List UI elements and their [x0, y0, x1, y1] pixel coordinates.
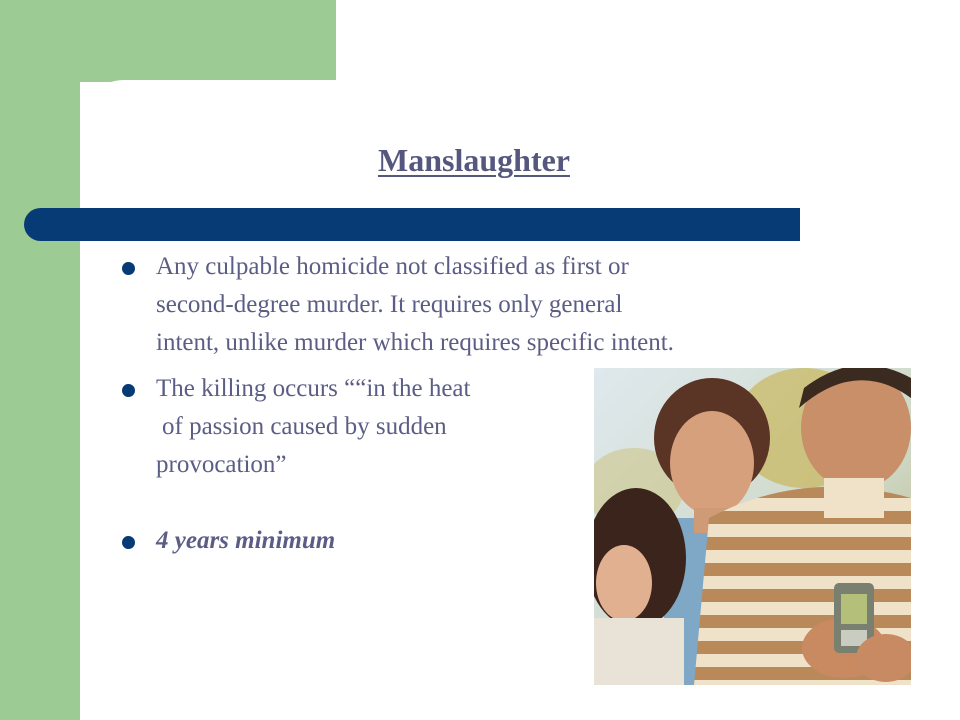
- bullet-sentence: 4 years minimum: [120, 522, 700, 560]
- slide-title: Manslaughter: [378, 142, 570, 178]
- white-rounded-corner: [80, 80, 340, 200]
- photo-people-cellphone-icon: [594, 368, 911, 685]
- bullet-definition: Any culpable homicide not classified as first or second-degree murder. It requires only general intent, unlike murder which requires specific intent.: [120, 248, 686, 362]
- green-accent-left: [0, 0, 80, 720]
- continuation-line-1: of passion caused by sudden: [162, 413, 447, 440]
- title-underline-bar: [24, 208, 800, 241]
- continuation-line-2: provocation”: [156, 451, 287, 478]
- bullet-heat-of-passion: The killing occurs ““in the heat: [120, 370, 700, 408]
